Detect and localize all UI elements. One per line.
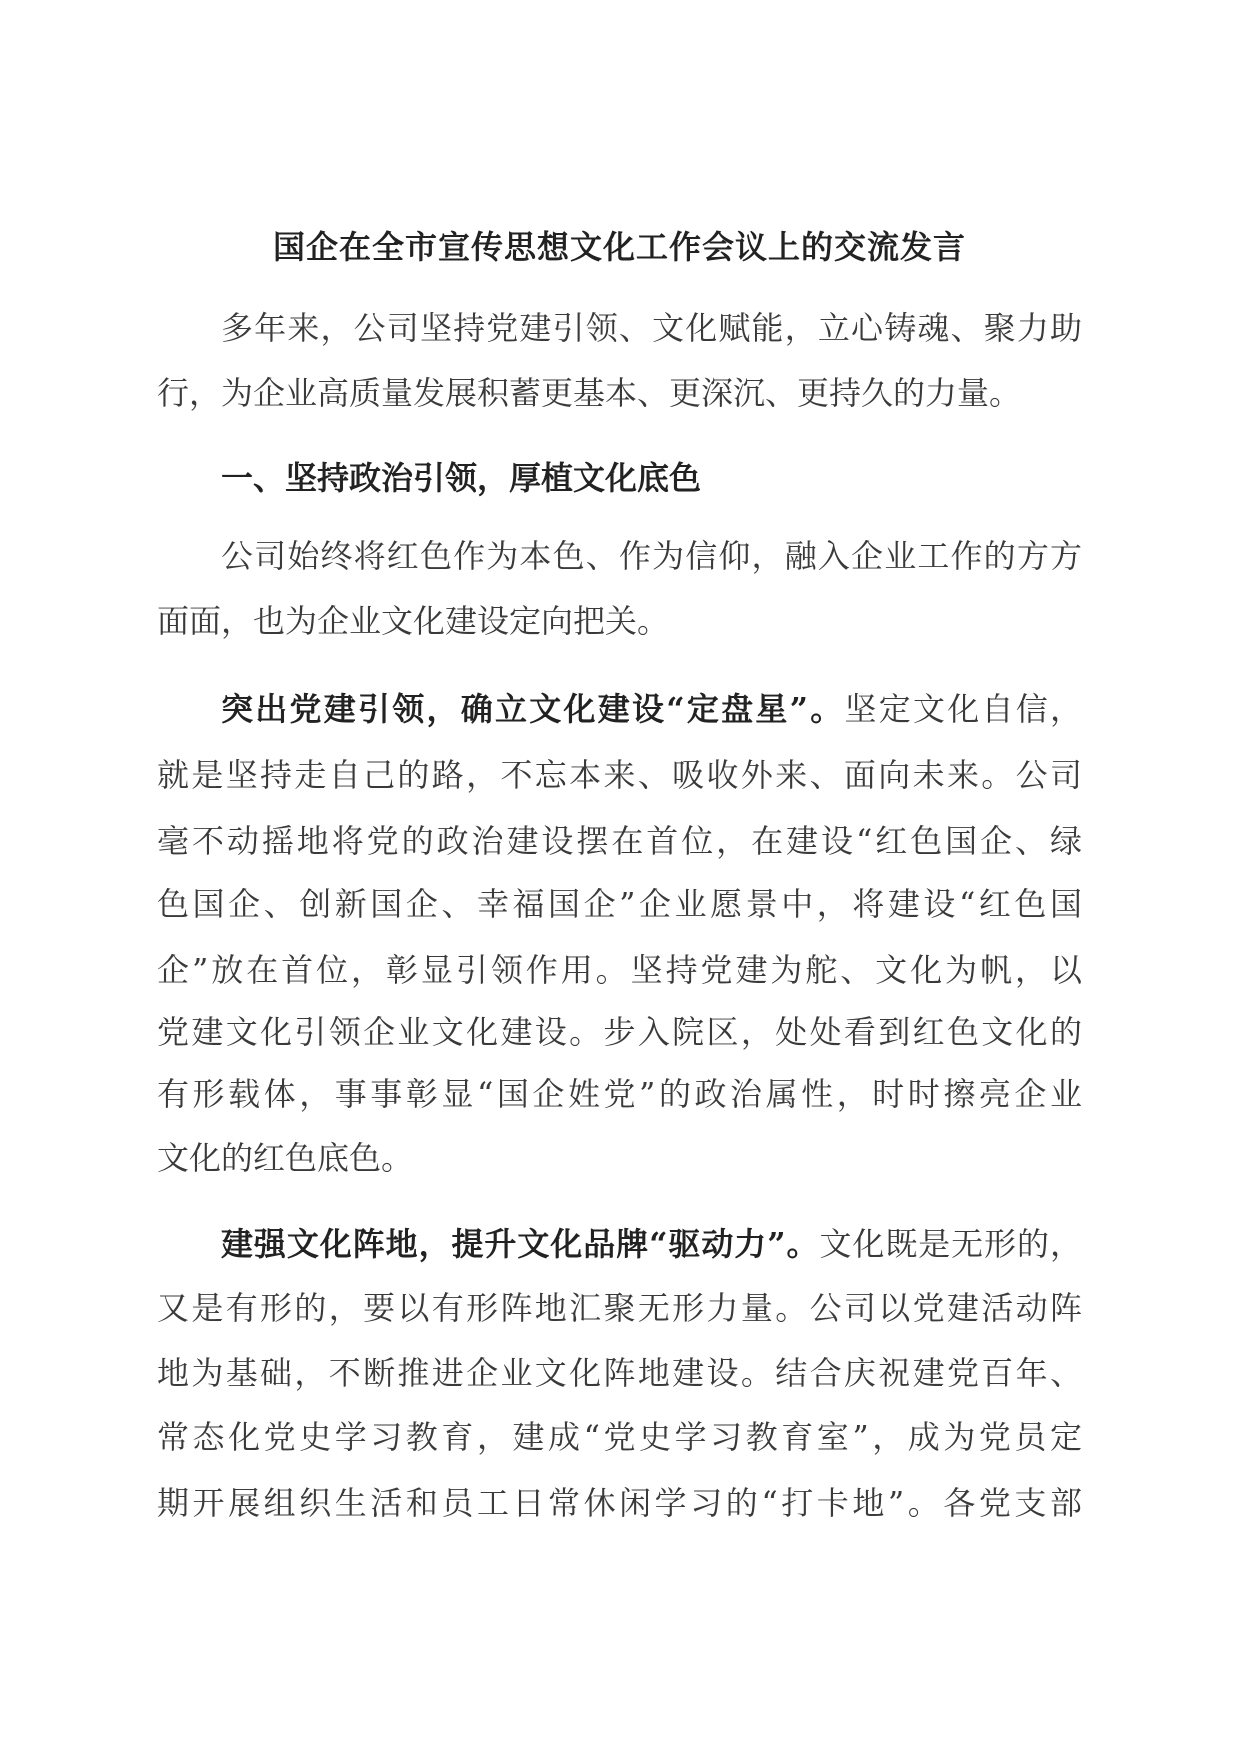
paragraph-lead: 突出党建引领，确立文化建设“定盘星”。 [221,690,845,728]
paragraph-line: 就是坚持走自己的路，不忘本来、吸收外来、面向未来。公司 [157,756,1082,794]
paragraph-line: 期开展组织生活和员工日常休闲学习的“打卡地”。各党支部 [157,1484,1082,1522]
paragraph-line: 多年来，公司坚持党建引领、文化赋能，立心铸魂、聚力助 [221,309,1082,347]
paragraph-line: 公司始终将红色作为本色、作为信仰，融入企业工作的方方 [221,537,1082,575]
paragraph-line: 文化的红色底色。 [157,1139,414,1177]
paragraph-line: 色国企、创新国企、幸福国企”企业愿景中，将建设“红色国 [157,885,1082,923]
paragraph-line: 地为基础，不断推进企业文化阵地建设。结合庆祝建党百年、 [157,1354,1082,1392]
paragraph-line: 企”放在首位，彰显引领作用。坚持党建为舵、文化为帆，以 [157,951,1082,989]
paragraph-line [221,686,1082,732]
section-heading: 一、坚持政治引领，厚植文化底色 [221,459,702,497]
paragraph-line: 党建文化引领企业文化建设。步入院区，处处看到红色文化的 [157,1013,1082,1051]
paragraph-line: 面面，也为企业文化建设定向把关。 [157,602,670,640]
paragraph-lead: 建强文化阵地，提升文化品牌“驱动力”。 [221,1225,820,1263]
paragraph-text: 坚定文化自信， [844,690,1082,728]
paragraph-line: 毫不动摇地将党的政治建设摆在首位，在建设“红色国企、绿 [157,822,1082,860]
document-title: 国企在全市宣传思想文化工作会议上的交流发言 [272,228,966,266]
paragraph-line: 又是有形的，要以有形阵地汇聚无形力量。公司以党建活动阵 [157,1289,1082,1327]
paragraph-line: 行，为企业高质量发展积蓄更基本、更深沉、更持久的力量。 [157,374,1022,412]
paragraph-line: 常态化党史学习教育，建成“党史学习教育室”，成为党员定 [157,1418,1082,1456]
paragraph-line: 有形载体，事事彰显“国企姓党”的政治属性，时时擦亮企业 [157,1075,1082,1113]
paragraph-text: 文化既是无形的， [819,1225,1082,1263]
paragraph-line [221,1221,1082,1267]
